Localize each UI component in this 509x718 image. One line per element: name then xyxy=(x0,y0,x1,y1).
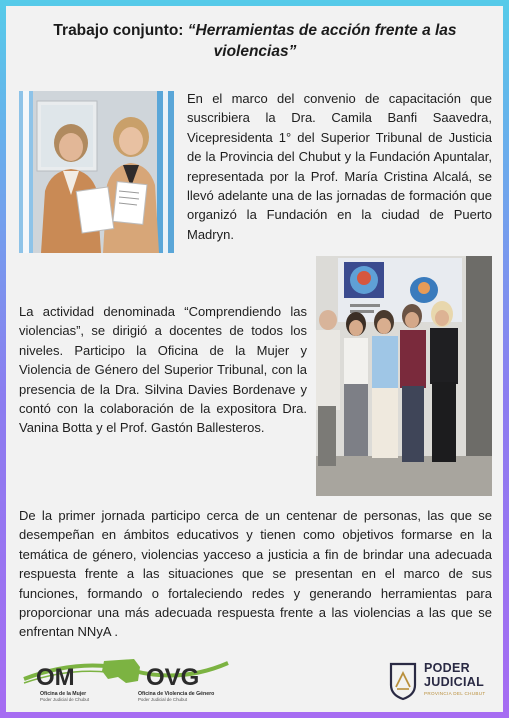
photo-signing-illustration xyxy=(19,91,174,253)
om-caption-1: Oficina de la Mujer xyxy=(40,691,87,697)
photo-signing xyxy=(19,91,174,253)
title-italic: “Herramientas de acción frente a las violencias” xyxy=(187,22,457,60)
page-title xyxy=(20,20,490,62)
om-ovg-logos xyxy=(22,653,232,705)
om-ovg-logo-svg xyxy=(22,653,232,705)
photo-group xyxy=(316,256,492,496)
pj-line-2: JUDICIAL xyxy=(424,675,485,689)
title-plain: Trabajo conjunto: xyxy=(53,22,188,39)
closing-paragraph: De la primer jornada participo cerca de un centenar de personas, las que se desempeñan en ámbitos educativos y tienen como objetivos formarse en la temática de género, violencias yacceso a justicia a fin de brindar una adecuada respuesta frente a las situaciones que se presentan en el marco de sus funciones, formando o fortaleciendo redes y generando herramientas para proporcionar una más adecuada respuesta frente a las violencias a las que se enfrentan NNyA . xyxy=(19,508,492,640)
om-logo-text: OM xyxy=(36,664,75,691)
pj-line-1: PODER xyxy=(424,661,470,675)
ovg-caption-1: Oficina de Violencia de Género xyxy=(138,691,215,697)
poder-judicial-logo xyxy=(388,659,493,704)
shield-icon xyxy=(388,661,418,701)
ovg-logo-text: OVG xyxy=(146,664,200,691)
photo-group-illustration xyxy=(316,256,492,496)
activity-paragraph: La actividad denominada “Comprendiendo las violencias”, se dirigió a docentes de todos los niveles. Participo la Oficina de la Mujer y Violencia de Género del Superior Tribunal, con la presencia de la Dra. Silvina Davies Bordenave y contó con la colaboración de la expositora Dra. Vanina Botta y el Prof. Gastón Ballesteros. xyxy=(19,304,307,436)
pj-line-3: PROVINCIA DEL CHUBUT xyxy=(424,691,486,696)
ovg-caption-2: Poder Judicial de Chubut xyxy=(138,697,188,702)
om-caption-2: Poder Judicial de Chubut xyxy=(40,697,90,702)
intro-paragraph: En el marco del convenio de capacitación que suscribiera la Dra. Camila Banfi Saavedra, Vicepresidenta 1° del Superior Tribunal de Justicia de la Provincia del Chubut y la Fundación Apuntalar, representada por la Prof. María Cristina Alcalá, se llevó adelante una de las jornadas de formación que organizó la Fundación en la ciudad de Puerto Madryn. xyxy=(187,91,492,242)
